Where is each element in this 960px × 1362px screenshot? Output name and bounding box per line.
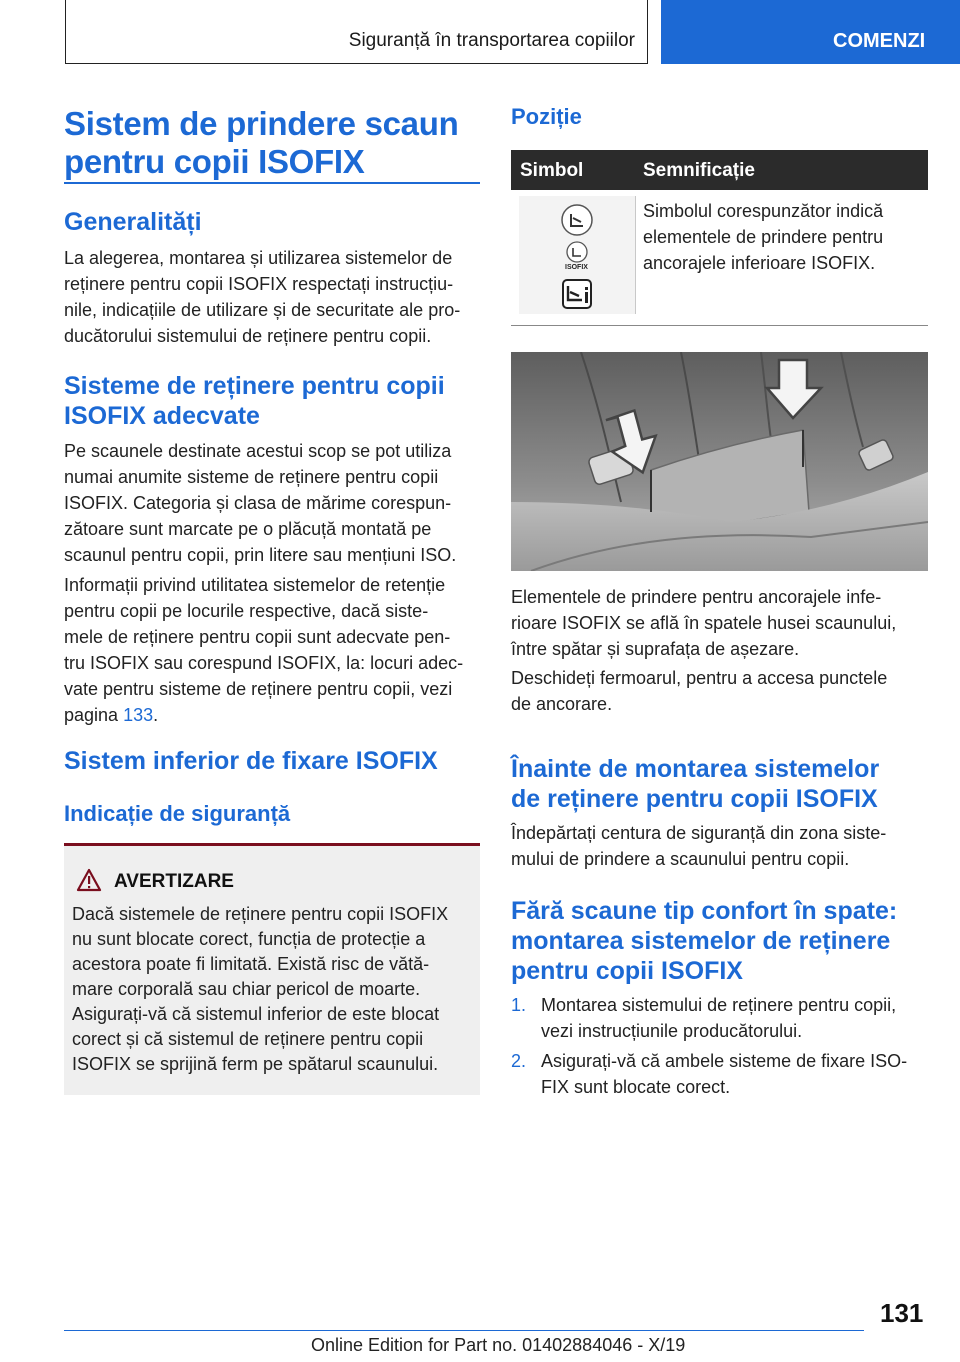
text-line: Dacă sistemele de reținere pentru copii ISOFIX [72,904,449,924]
warning-text [72,902,472,1077]
before-mounting-heading-line1: Înainte de montarea sistemelor [511,755,880,783]
text-line: acestora poate fi limitată. Există risc de vătă- [72,954,430,974]
table-bottom-rule [511,325,928,326]
step-text [541,992,931,1044]
section-title: Siguranță în transportarea copiilor [348,30,635,51]
text-line: Informații privind utilitatea sistemelor de retenție [64,575,446,595]
text-line: nu sunt blocate corect, funcția de protecție a [72,929,426,949]
title-rule [64,182,480,184]
table-meaning-text [643,198,928,276]
chapter-tab[interactable]: COMENZI [661,0,960,64]
position-heading: Poziție [511,104,582,129]
suitable-paragraph [64,438,484,568]
text-line: La alegerea, montarea și utilizarea sistemelor de [64,248,453,268]
header-box [65,0,648,64]
lower-anchorage-heading: Sistem inferior de fixare ISOFIX [64,747,438,775]
text-line: vate pentru sisteme de reținere pentru copii, vezi [64,679,453,699]
text-line: corect și că sistemul de reținere pentru copii [72,1029,424,1049]
table-col-meaning: Semnificație [643,160,755,181]
no-comfort-heading-line2: montarea sistemelor de reținere [511,927,891,955]
text-line: mare corporală sau chiar pericol de moarte. [72,979,421,999]
text-fragment: . [153,705,159,725]
general-heading: Generalități [64,208,202,236]
suitable-heading-line2: ISOFIX adecvate [64,402,260,430]
text-line: Asigurați-vă că ambele sisteme de fixare ISO- [541,1051,908,1071]
text-line: elementele de prindere pentru [643,227,884,247]
isofix-anchorage-photo [511,352,928,571]
text-line: Îndepărtați centura de siguranță din zona siste- [511,823,887,843]
text-line: Asigurați-vă că sistemul inferior de este blocat [72,1004,440,1024]
table-col-symbol: Simbol [520,160,584,181]
text-line: tru ISOFIX sau corespund ISOFIX, la: locuri adec- [64,653,464,673]
text-line: nile, indicațiile de utilizare și de securitate ale pro- [64,300,461,320]
general-paragraph [64,245,484,349]
text-line [64,702,484,728]
text-line: Montarea sistemului de reținere pentru copii, [541,995,897,1015]
safety-note-heading: Indicație de siguranță [64,801,291,826]
text-line: între spătar și suprafața de așezare. [511,639,800,659]
warning-title: AVERTIZARE [114,871,234,892]
text-line: FIX sunt blocate corect. [541,1077,731,1097]
text-line: reținere pentru copii ISOFIX respectați instrucțiu- [64,274,454,294]
page-title-line2: pentru copii ISOFIX [64,143,365,180]
warning-box [64,843,480,1095]
text-line: Simbolul corespunzător indică [643,201,884,221]
page-link[interactable]: 133 [123,705,154,725]
isofix-symbols-icon [519,196,635,314]
before-mounting-heading-line2: de reținere pentru copii ISOFIX [511,785,878,813]
step-number: 2. [511,1051,527,1071]
text-line: numai anumite sisteme de reținere pentru copii [64,467,439,487]
text-line: pentru copii pe locurile respective, dacă siste- [64,601,429,621]
table-header [511,150,928,190]
no-comfort-heading-line1: Fără scaune tip confort în spate: [511,897,898,925]
suitable-heading-line1: Sisteme de reținere pentru copii [64,372,445,400]
step-text [541,1048,931,1100]
text-line: Elementele de prindere pentru ancorajele infe- [511,587,882,607]
page-title-line1: Sistem de prindere scaun [64,105,459,142]
text-line: Pe scaunele destinate acestui scop se pot utiliza [64,441,452,461]
text-line: Deschideți fermoarul, pentru a accesa punctele [511,668,888,688]
step-number: 1. [511,995,527,1015]
isofix-icon-label: ISOFIX [565,264,588,271]
text-line: de ancorare. [511,694,613,714]
edition-text: Online Edition for Part no. 01402884046 - X/19 [311,1335,686,1355]
info-paragraph [64,572,484,728]
page-number: 131 [880,1298,924,1328]
text-line: mele de reținere pentru copii sunt adecvate pen- [64,627,451,647]
anchorage-description [511,584,931,662]
no-comfort-heading-line3: pentru copii ISOFIX [511,957,743,985]
warning-triangle-icon [76,868,102,892]
text-line: ISOFIX. Categoria și clasa de mărime corespun- [64,493,452,513]
text-line: ducătorului sistemului de reținere pentru copii. [64,326,432,346]
text-line: vezi instrucțiunile producătorului. [541,1021,803,1041]
isofix-symbols-cell [519,196,636,314]
before-mounting-paragraph [511,820,931,872]
text-line: ancorajele inferioare ISOFIX. [643,253,876,273]
text-fragment: pagina [64,705,124,725]
zipper-instruction [511,665,931,717]
text-line: ISOFIX se sprijină ferm pe spătarul scaunului. [72,1054,439,1074]
text-line: mului de prindere a scaunului pentru copii. [511,849,850,869]
text-line: zătoare sunt marcate pe o plăcuță montată pe [64,519,432,539]
footer-rule [64,1330,864,1331]
text-line: scaunul pentru copii, prin litere sau mențiuni ISO. [64,545,457,565]
text-line: rioare ISOFIX se află în spatele husei scaunului, [511,613,897,633]
